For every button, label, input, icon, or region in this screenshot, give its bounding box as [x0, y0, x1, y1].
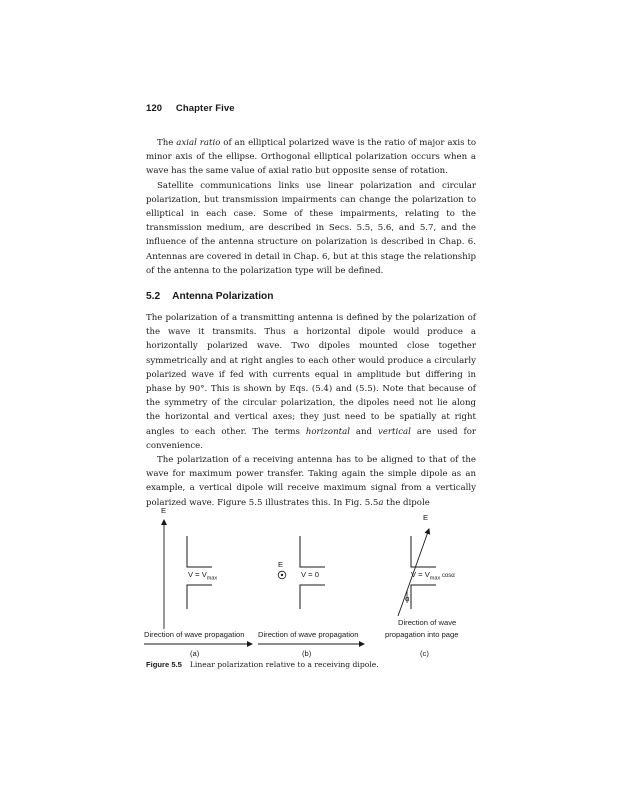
- e-label-a: E: [161, 506, 167, 515]
- page-number: 120: [146, 103, 163, 114]
- dipole-lower-c: [411, 585, 436, 609]
- dipole-lower-a: [187, 585, 212, 609]
- text-run: of an elliptical polarized wave is the ratio of major axis to minor axis of the ellipse. Orthogonal elliptical polarization occurs when a wave has the same value of axial ratio but opposite sense of rotation.: [146, 138, 477, 177]
- panel-tag-c: (c): [420, 649, 429, 658]
- text-run: and: [349, 426, 378, 437]
- direction-label-c-line1: Direction of wave: [398, 618, 457, 627]
- text-run: The: [157, 138, 177, 148]
- text-run: the dipole: [383, 497, 430, 508]
- figure-5-5: [140, 506, 485, 666]
- voltage-label-b: V = 0: [301, 570, 319, 579]
- voltage-subscript: max: [429, 575, 441, 582]
- section-title: Antenna Polarization: [172, 291, 274, 302]
- text-block-lower: [146, 311, 476, 510]
- emphasis-term: a: [378, 497, 384, 508]
- text-run: The polarization of a receiving antenna has to be aligned to that of the wave for maximum power transfer. Taking again the simple dipole as an example, a vertical dipole will receive maximum signal from a vertically polarized wave. Figure 5.5 illustrates this. In Fig. 5.5: [146, 455, 476, 508]
- dipole-upper-a: [187, 536, 212, 567]
- figure-caption: [146, 660, 379, 669]
- emphasis-term: horizontal: [305, 426, 350, 437]
- panel-tag-b: (b): [302, 649, 312, 658]
- text-run: are used for convenience.: [146, 426, 476, 451]
- voltage-label-a: [188, 570, 217, 582]
- paragraph-axial-ratio: [146, 136, 476, 179]
- caption-label: Figure 5.5: [146, 660, 182, 669]
- figure-diagram: [140, 506, 485, 666]
- chapter-title: Chapter Five: [175, 103, 235, 114]
- e-label-c: E: [423, 513, 429, 522]
- running-header: [146, 103, 235, 114]
- e-label-b: E: [278, 560, 284, 569]
- voltage-suffix: cosα: [440, 573, 455, 579]
- dipole-upper-b: [300, 536, 325, 567]
- voltage-label-c: [411, 570, 455, 582]
- section-heading: [146, 291, 274, 302]
- direction-label-a: Direction of wave propagation: [144, 630, 245, 639]
- paragraph-satellite-links: Satellite communications links use linear polarization and circular polarization, but transmission impairments can change the polarization to elliptical in each case. Some of these impairments, relating to the transmission medium, are described in Secs. 5.5, 5.6, and 5.7, and the influence of the antenna structure on polarization is described in Chap. 6. Antennas are covered in detail in Chap. 6, but at this stage the relationship of the antenna to the polarization type will be defined.: [146, 180, 476, 276]
- direction-label-b: Direction of wave propagation: [258, 630, 359, 639]
- alpha-label: α: [405, 594, 410, 603]
- dipole-upper-c: [411, 536, 436, 567]
- text-run: The polarization of a transmitting antenna is defined by the polarization of the wave it transmits. Thus a horizontal dipole would produce a horizontally polarized wave. Two dipoles mounted close together symmetrically and at right angles to each other would produce a circularly polarized wave if fed with currents equal in amplitude but differing in phase by 90°. This is shown by Eqs. (5.4) and (5.5). Note that because of the symmetry of the circular polarization, the dipoles need not lie along the horizontal and vertical axes; they just need to be spatially at right angles to each other. The terms: [146, 313, 476, 437]
- emphasis-term: vertical: [377, 426, 411, 437]
- emphasis-term: axial ratio: [176, 138, 221, 148]
- panel-tag-a: (a): [190, 649, 200, 658]
- text-block-upper: [146, 136, 476, 278]
- paragraph-transmitting-antenna: [146, 311, 476, 453]
- caption-text: Linear polarization relative to a receiving dipole.: [189, 660, 379, 669]
- voltage-text: V = V: [188, 570, 207, 579]
- dipole-lower-b: [300, 585, 325, 609]
- direction-label-c-line2: propagation into page: [385, 630, 459, 639]
- voltage-text: V = V: [411, 570, 430, 579]
- section-number: 5.2: [146, 291, 161, 302]
- paragraph-receiving-antenna: [146, 453, 476, 510]
- voltage-subscript: max: [206, 575, 218, 582]
